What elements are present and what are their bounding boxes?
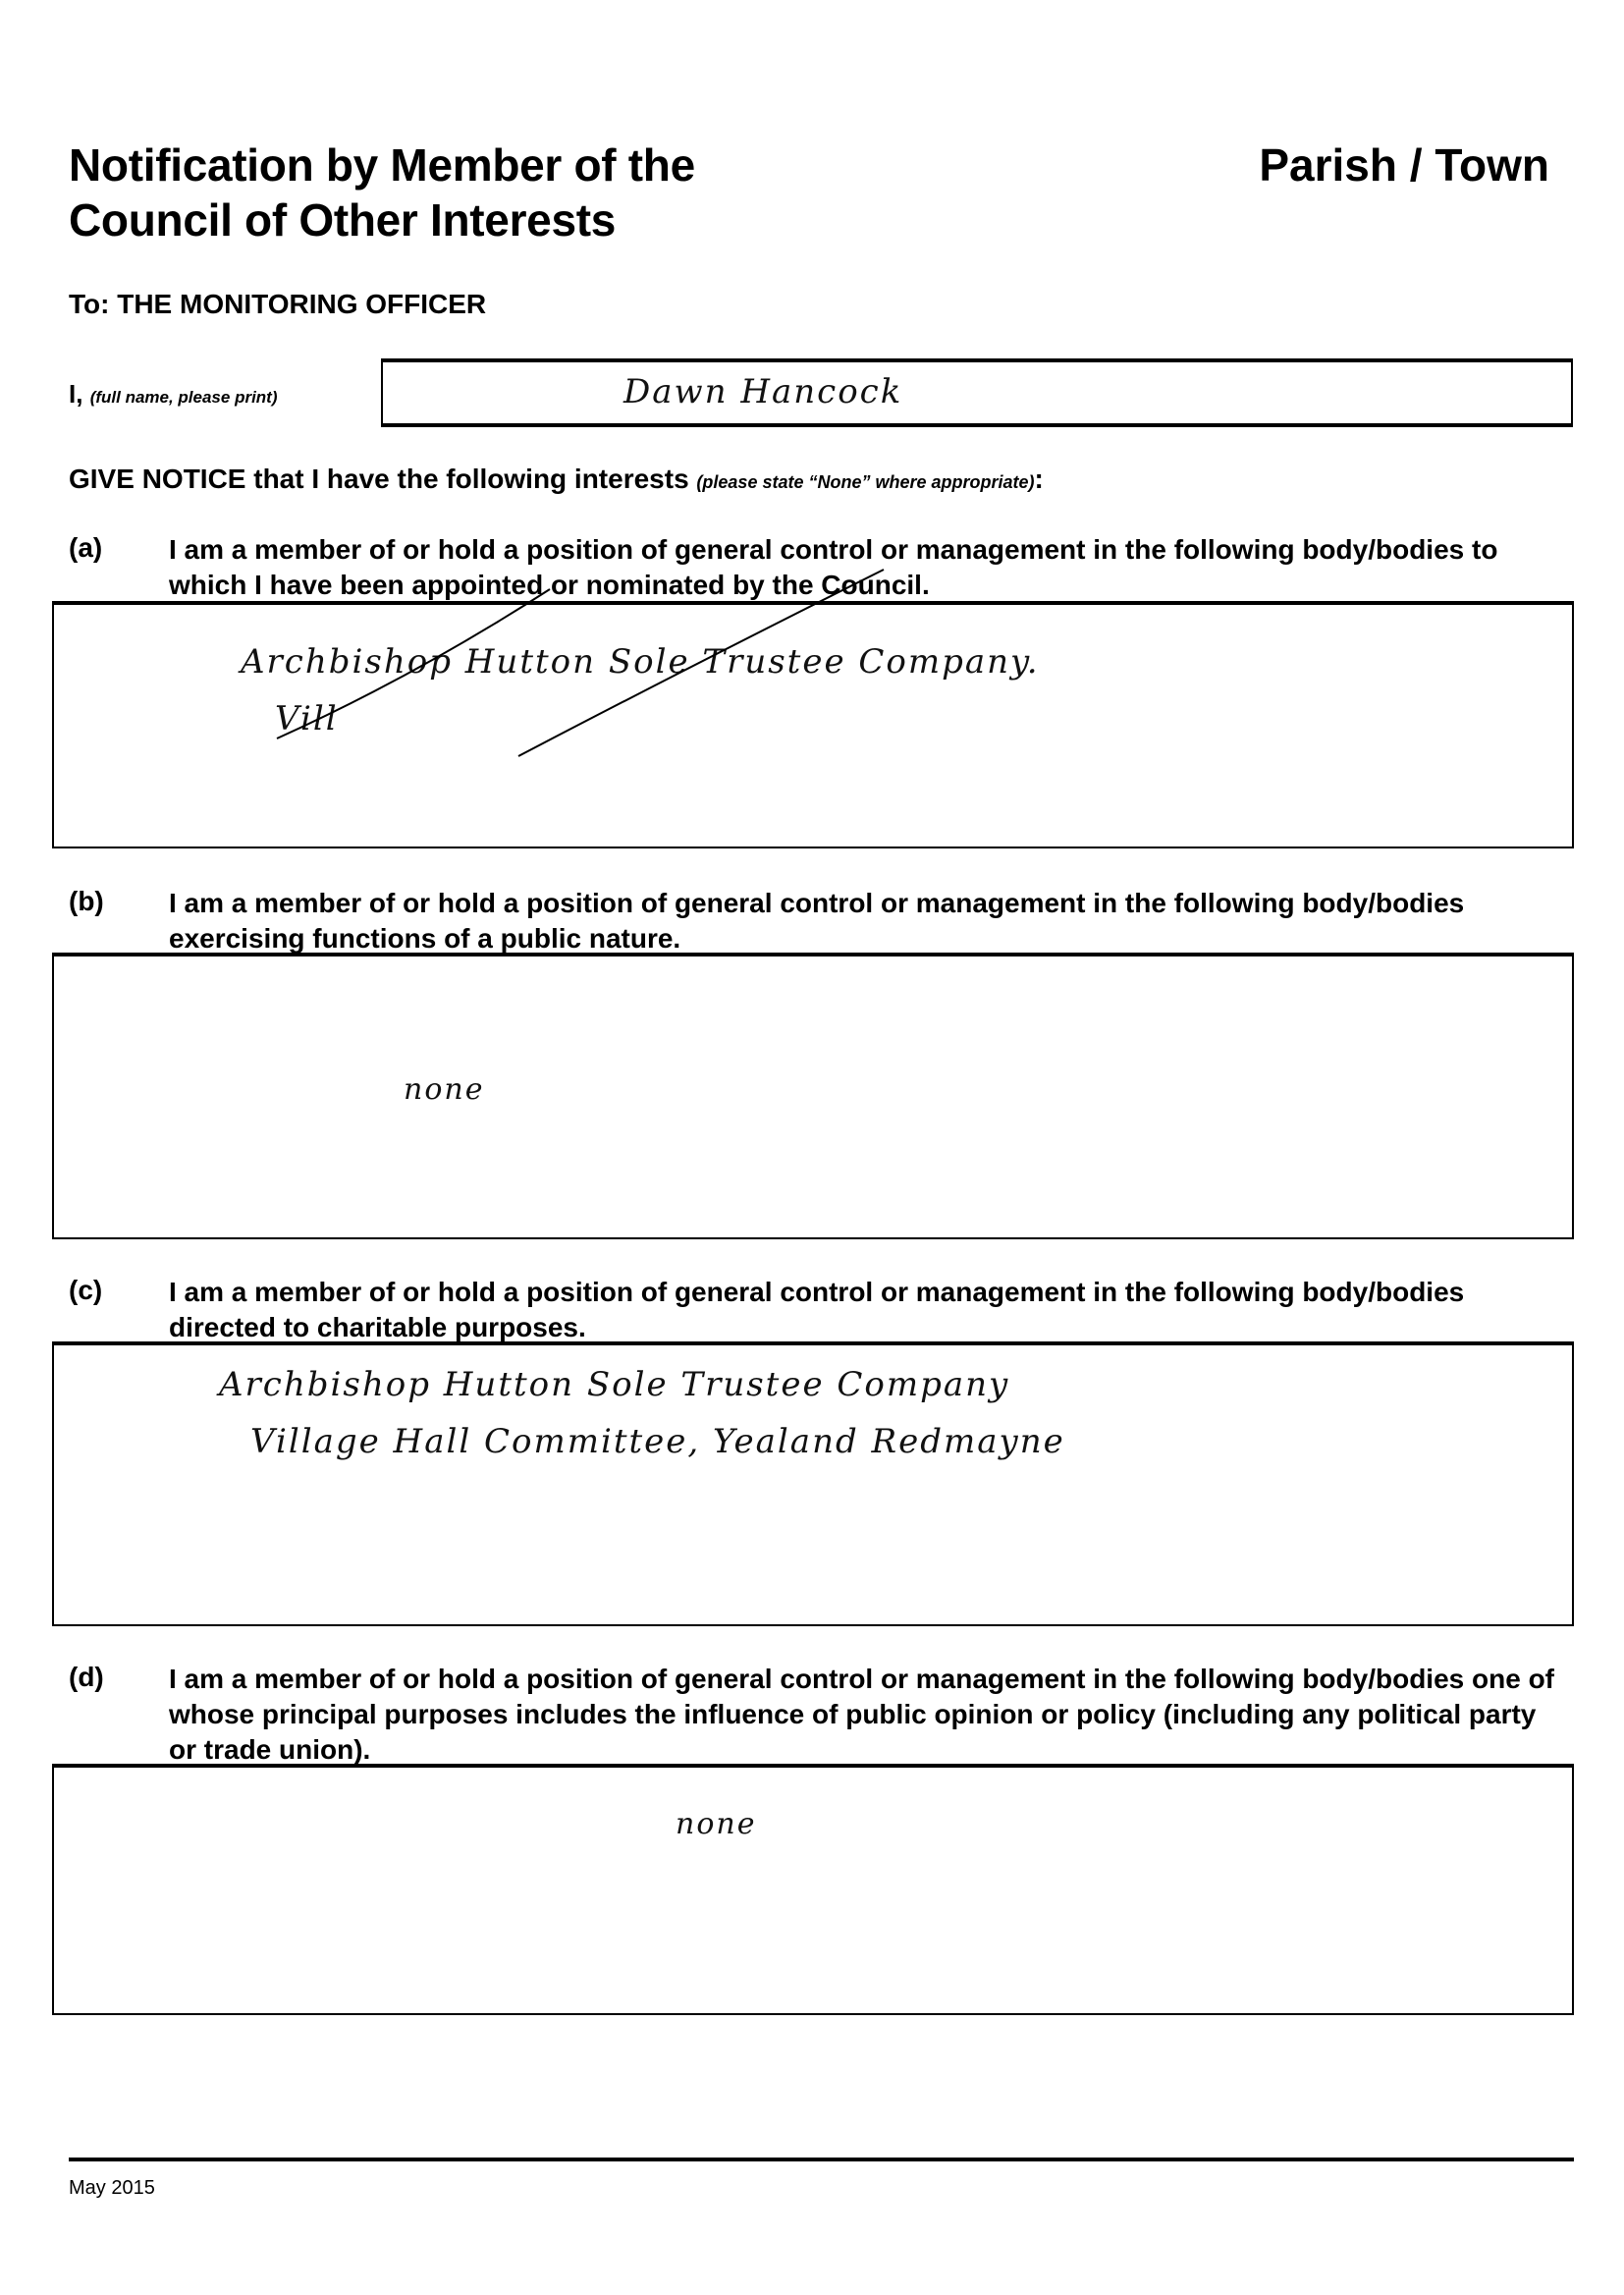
section-a-entry-1: Archbishop Hutton Sole Trustee Company. [241,642,1040,682]
give-notice-main: GIVE NOTICE that I have the following interests [69,464,697,494]
section-b-label: (b) [69,886,104,916]
section-c-entry-1: Archbishop Hutton Sole Trustee Company [219,1365,1010,1404]
form-title [69,137,695,247]
section-a-field[interactable] [52,601,1574,848]
give-notice-colon: : [1034,464,1044,494]
section-d-text: I am a member of or hold a position of general control or management in the following body/bodies one of whose principal purposes includes the influence of public opinion or policy (including any political party or trade union). [169,1664,1554,1765]
section-d-entry-1: none [676,1807,757,1841]
give-notice-statement [69,464,1044,495]
footer-date: May 2015 [69,2177,155,2199]
name-label-hint: (full name, please print) [89,388,278,407]
section-a-label: (a) [69,532,103,563]
footer-divider [69,2158,1574,2161]
section-a-entry-2: Vill [275,699,339,738]
form-title-line-2: Council of Other Interests [69,194,617,246]
section-c-entry-2: Village Hall Committee, Yealand Redmayne [250,1422,1065,1461]
section-a-text: I am a member of or hold a position of general control or management in the following body/bodies to which I have been appointed or nominated by the Council. [169,534,1498,600]
full-name-value: Dawn Hancock [623,372,903,411]
section-b-text: I am a member of or hold a position of general control or management in the following body/bodies exercising functions of a public nature. [169,888,1465,954]
council-category: Parish / Town [1259,139,1549,191]
section-c-text: I am a member of or hold a position of general control or management in the following body/bodies directed to charitable purposes. [169,1277,1465,1342]
section-c-label: (c) [69,1275,103,1305]
form-title-line-1: Notification by Member of the [69,139,695,191]
recipient-line: To: THE MONITORING OFFICER [69,289,487,319]
give-notice-hint: (please state “None” where appropriate) [696,472,1035,492]
name-label-main: I, [69,379,83,409]
section-d-field[interactable] [52,1764,1574,2015]
section-b-entry-1: none [404,1072,485,1107]
section-c-field[interactable] [52,1341,1574,1626]
full-name-field[interactable] [381,358,1573,427]
name-label [69,379,278,410]
section-d-label: (d) [69,1662,104,1692]
section-b-field[interactable] [52,953,1574,1239]
